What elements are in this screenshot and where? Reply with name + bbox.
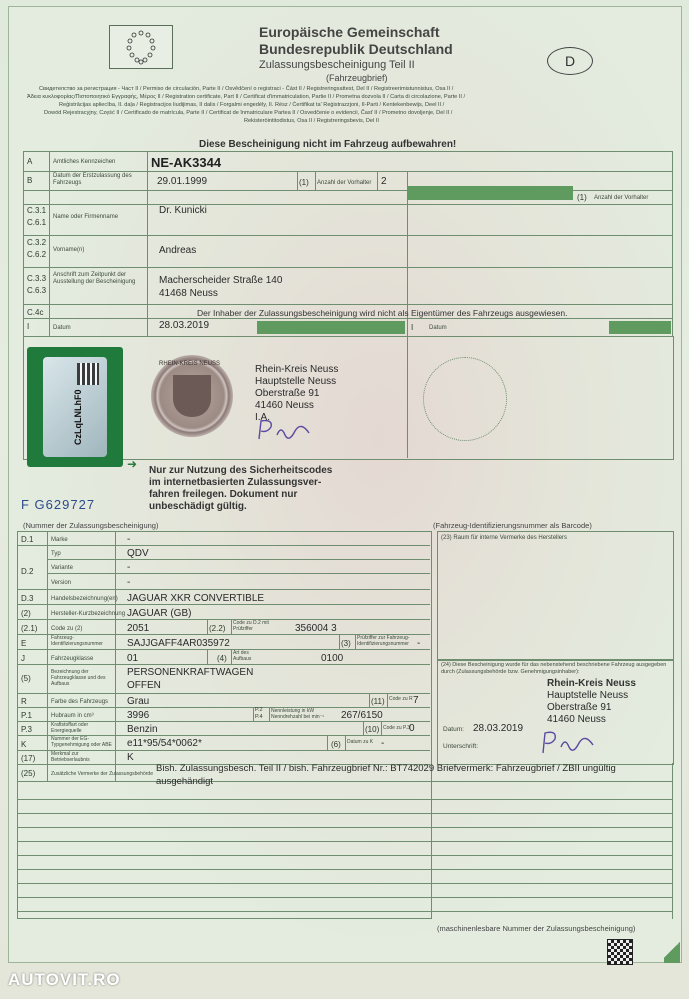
warning-text: Diese Bescheinigung nicht im Fahrzeug aufbewahren! <box>199 139 457 150</box>
row-c31-label: Name oder Firmenname <box>53 214 119 220</box>
remarks-value-2: ausgehändigt <box>156 776 214 787</box>
row-c31-code: C.3.1 C.6.1 <box>27 206 47 227</box>
row-c33-code: C.3.3 C.6.3 <box>27 274 47 295</box>
trade-name-value: JAGUAR XKR CONVERTIBLE <box>127 593 265 604</box>
issuer-line-3: Oberstraße 91 <box>547 702 612 713</box>
row-b-code: B <box>27 176 33 185</box>
green-bar-date-right <box>609 321 671 334</box>
first-registration-value: 29.01.1999 <box>157 176 208 187</box>
row-d1-code: D.1 <box>21 535 34 544</box>
row-25-label: Zusätzliche Vermerke der Zulassungsbehörde <box>51 771 153 777</box>
row-c32-label: Vorname(n) <box>53 247 85 253</box>
code4-label: Art des Aufbaus <box>233 650 252 662</box>
row-2-label: Hersteller-Kurzbezeichnung <box>51 611 126 617</box>
code11-value: 7 <box>413 695 419 706</box>
security-note-3: fahren freilegen. Dokument nur <box>149 489 298 500</box>
row-p1-label: Hubraum in cm³ <box>51 713 94 719</box>
manufacturer-notes-label: (23) Raum für interne Vermerke des Herstellers <box>441 535 568 541</box>
license-plate-value: NE-AK3344 <box>151 155 222 170</box>
row-21-code: (2.1) <box>21 624 38 633</box>
registration-certificate <box>8 6 682 963</box>
corner-fold <box>664 937 680 963</box>
authority-line-3: Oberstraße 91 <box>255 388 320 399</box>
owner-note: Der Inhaber der Zulassungsbescheinigung wird nicht als Eigentümer des Fahrzeugs ausgewiesen. <box>197 308 568 318</box>
row-r-label: Farbe des Fahrzeugs <box>51 699 109 705</box>
issue-date-value: 28.03.2019 <box>473 723 524 734</box>
issuer-line-1: Rhein-Kreis Neuss <box>547 678 636 689</box>
row-5-code: (5) <box>21 674 31 683</box>
green-bar-date <box>257 321 405 334</box>
row-p3-label: Kraftstoffart oder Energiequelle <box>51 722 89 734</box>
issue-date-label: Datum: <box>443 726 464 733</box>
datamatrix-icon <box>607 939 633 965</box>
right-green-bar-1 <box>408 186 573 200</box>
header-title-eu: Europäische Gemeinschaft <box>259 24 440 40</box>
issuer-line-2: Hauptstelle Neuss <box>547 690 629 701</box>
variant-label: Variante <box>51 565 73 571</box>
multilang-line-3: Reģistrācijas apliecība, II. daļa / Registracijos liudijimas, II dalis / Forgalmi engedély, II. Rész / Ċertifikat ta' Reġistrazzjoni, II-Parti / Kentekenbewijs, Deel II / <box>59 102 445 108</box>
code10-value: 0 <box>409 723 415 734</box>
document-number-label: (Nummer der Zulassungsbescheinigung) <box>23 521 159 530</box>
code22-value: 356004 3 <box>295 623 337 634</box>
type-value: QDV <box>127 548 149 559</box>
row-p3-code: P.3 <box>21 725 32 734</box>
row-c33-label: Anschrift zum Zeitpunkt der Ausstellung der Bescheinigung <box>53 272 136 285</box>
multilang-line-4: Dowód Rejestracyjny, Część II / Certificado de matrícula, Parte II / Certificat de înmatriculare Partea II / Osvedčenie o evidencii, Časť II / Prometno dovoljenje, Del II / <box>44 110 453 116</box>
remarks-value: Bish. Zulassungsbesch. Teil II / bish. Fahrzeugbrief Nr.: BT742029 Briefvermerk: Fahrzeugbrief / ZBII ungültig <box>156 763 616 774</box>
right-prev-label: Anzahl der Vorhalter <box>594 195 649 201</box>
date-value: 28.03.2019 <box>159 320 210 331</box>
authority-line-5: I.A. <box>255 412 271 423</box>
security-sticker <box>27 347 123 467</box>
surname-value: Dr. Kunicki <box>159 205 207 216</box>
code10-code: (10) <box>365 725 380 734</box>
code6-label: Datum zu K <box>347 739 374 745</box>
authority-line-2: Hauptstelle Neuss <box>255 376 337 387</box>
country-badge <box>547 47 593 75</box>
row-21-label: Code zu (2) <box>51 626 83 632</box>
signature-1 <box>255 417 325 445</box>
operating-permit-value: K <box>127 752 134 763</box>
security-note-2: im internetbasierten Zulassungsver- <box>149 477 322 488</box>
signature-2 <box>537 727 607 757</box>
vin-value: SAJJGAFF4AR035972 <box>127 638 230 649</box>
header-title-doc: Zulassungsbescheinigung Teil II <box>259 59 415 71</box>
row-d3-code: D.3 <box>21 594 34 603</box>
row-i-code: I <box>27 322 30 331</box>
machine-number-label: (maschinenlesbare Nummer der Zulassungsbescheinigung) <box>437 924 636 933</box>
official-seal <box>151 355 233 437</box>
row-2-code: (2) <box>21 609 31 618</box>
right-date-code: I <box>411 323 414 332</box>
row-d2-code: D.2 <box>21 567 34 576</box>
code22-label: Code zu D.2 mit Prüfziffer <box>233 620 269 632</box>
row-c4c-code: C.4c <box>27 308 44 317</box>
manufacturer-notes-box <box>437 531 674 661</box>
type-approval-value: e11*95/54*0062* <box>127 738 202 749</box>
version-value: - <box>127 577 131 588</box>
variant-value: - <box>127 562 131 573</box>
issued-by-label: (24) Diese Bescheinigung wurde für das nebenstehend beschriebene Fahrzeug ausgegeben durch (Zulassungsbehörde bzw. Genehmigungsinhaber): <box>441 662 667 675</box>
manufacturer-value: JAGUAR (GB) <box>127 608 192 619</box>
code3-code: (3) <box>341 639 351 648</box>
row-a-label: Amtliches Kennzeichen <box>53 159 116 165</box>
header-title-brief: (Fahrzeugbrief) <box>326 73 388 83</box>
code6-code: (6) <box>331 740 341 749</box>
prev-holders-label: Anzahl der Vorhalter <box>317 180 372 186</box>
row-5-label: Bezeichnung der Fahrzeugklasse und des Aufbaus <box>51 669 106 687</box>
code21-value: 2051 <box>127 623 150 634</box>
make-value: - <box>127 534 131 545</box>
code10-label: Code zu P.3 <box>383 725 410 731</box>
p2-label: Nennleistung in kW Nenndrehzahl bei min⁻¹ <box>271 708 324 720</box>
displacement-value: 3996 <box>127 710 150 721</box>
row-i-label: Datum <box>53 325 71 331</box>
header-title-de: Bundesrepublik Deutschland <box>259 41 453 57</box>
code11-label: Code zu R <box>389 696 413 702</box>
code22-code: (2.2) <box>209 624 226 633</box>
multilang-line-2: Άδεια κυκλοφορίας/Πιστοποιητικό Εγγραφής, Μέρος II / Registration certificate, Part II / Certificat d'immatriculation, Partie II / Prometna dozvola II / Carta di circolazione, Parte II / <box>27 94 466 100</box>
row-p1-code: P.1 <box>21 711 32 720</box>
vehicle-class-value: 01 <box>127 653 139 664</box>
issuer-line-4: 41460 Neuss <box>547 714 606 725</box>
row-k-code: K <box>21 740 27 749</box>
row-25-code: (25) <box>21 769 36 778</box>
signature-label: Unterschrift: <box>443 743 479 750</box>
code6-value: - <box>381 738 385 749</box>
authority-line-1: Rhein-Kreis Neuss <box>255 364 339 375</box>
row-e-label: Fahrzeug-Identifizierungsnummer <box>51 635 103 647</box>
row-d1-label: Marke <box>51 537 68 543</box>
right-prev-code: (1) <box>577 193 587 202</box>
security-note-4: unbeschädigt gültig. <box>149 501 247 512</box>
fuel-value: Benzin <box>127 724 158 735</box>
code4-code: (4) <box>217 654 227 663</box>
qr-code-icon <box>77 363 99 385</box>
row-e-code: E <box>21 639 27 648</box>
code3-label: Prüfziffer zur Fahrzeug-Identifizierungsnummer <box>357 635 410 647</box>
document-number: F G629727 <box>21 497 96 512</box>
row-j-label: Fahrzeugklasse <box>51 656 94 662</box>
security-arrow-icon: ➜ <box>127 457 138 471</box>
row-d3-label: Handelsbezeichnung(en) <box>51 596 118 602</box>
code3-value: - <box>417 638 421 649</box>
power-value: 267/6150 <box>341 710 383 721</box>
p2-code: P.2 P.4 <box>255 707 263 720</box>
authority-line-4: 41460 Neuss <box>255 400 314 411</box>
row-a-code: A <box>27 157 33 166</box>
color-value: Grau <box>127 696 150 707</box>
seal-text: RHEIN-KREIS NEUSS <box>159 361 221 367</box>
address-city-value: 41468 Neuss <box>159 288 218 299</box>
row-j-code: J <box>21 654 25 663</box>
prev-holders-code: (1) <box>299 178 309 187</box>
prev-holders-value: 2 <box>381 176 387 187</box>
row-c32-code: C.3.2 C.6.2 <box>27 238 47 259</box>
version-label: Version <box>51 580 72 586</box>
seal-placeholder-circle <box>423 357 507 441</box>
watermark: AUTOVIT.RO <box>8 970 121 989</box>
row-b-label: Datum der Erstzulassung des Fahrzeugs <box>53 173 132 186</box>
row-17-code: (17) <box>21 754 36 763</box>
code4-value: 0100 <box>321 653 344 664</box>
security-code: CzLqLNLhF0 <box>73 389 83 445</box>
vin-barcode-label: (Fahrzeug-Identifizierungsnummer als Barcode) <box>433 521 592 530</box>
row-17-label: Merkmal zur Betriebserlaubnis <box>51 751 90 763</box>
multilang-line-1: Свидетелство за регистрация - Част II / Permiso de circulación, Parte II / Osvědčení o registraci - Část II / Registreringsattest, Del II / Registreerimistunnistus, Osa II / <box>39 86 454 92</box>
code11-code: (11) <box>371 697 385 706</box>
firstname-value: Andreas <box>159 245 197 256</box>
country-code: D <box>564 53 576 69</box>
row-d2-label: Typ <box>51 551 61 557</box>
body-type-value: OFFEN <box>127 680 161 691</box>
multilang-line-5: Rekisteröintitodistus, Osa II / Registreringsbevis, Del II <box>244 118 379 124</box>
body-class-value: PERSONENKRAFTWAGEN <box>127 667 254 678</box>
row-r-code: R <box>21 697 27 706</box>
eu-flag <box>109 25 173 69</box>
row-k-label: Nummer der EG-Typgenehmigung oder ABE <box>51 736 112 748</box>
security-note-1: Nur zur Nutzung des Sicherheitscodes <box>149 465 333 476</box>
address-street-value: Macherscheider Straße 140 <box>159 275 283 286</box>
right-date-label: Datum <box>429 325 447 331</box>
